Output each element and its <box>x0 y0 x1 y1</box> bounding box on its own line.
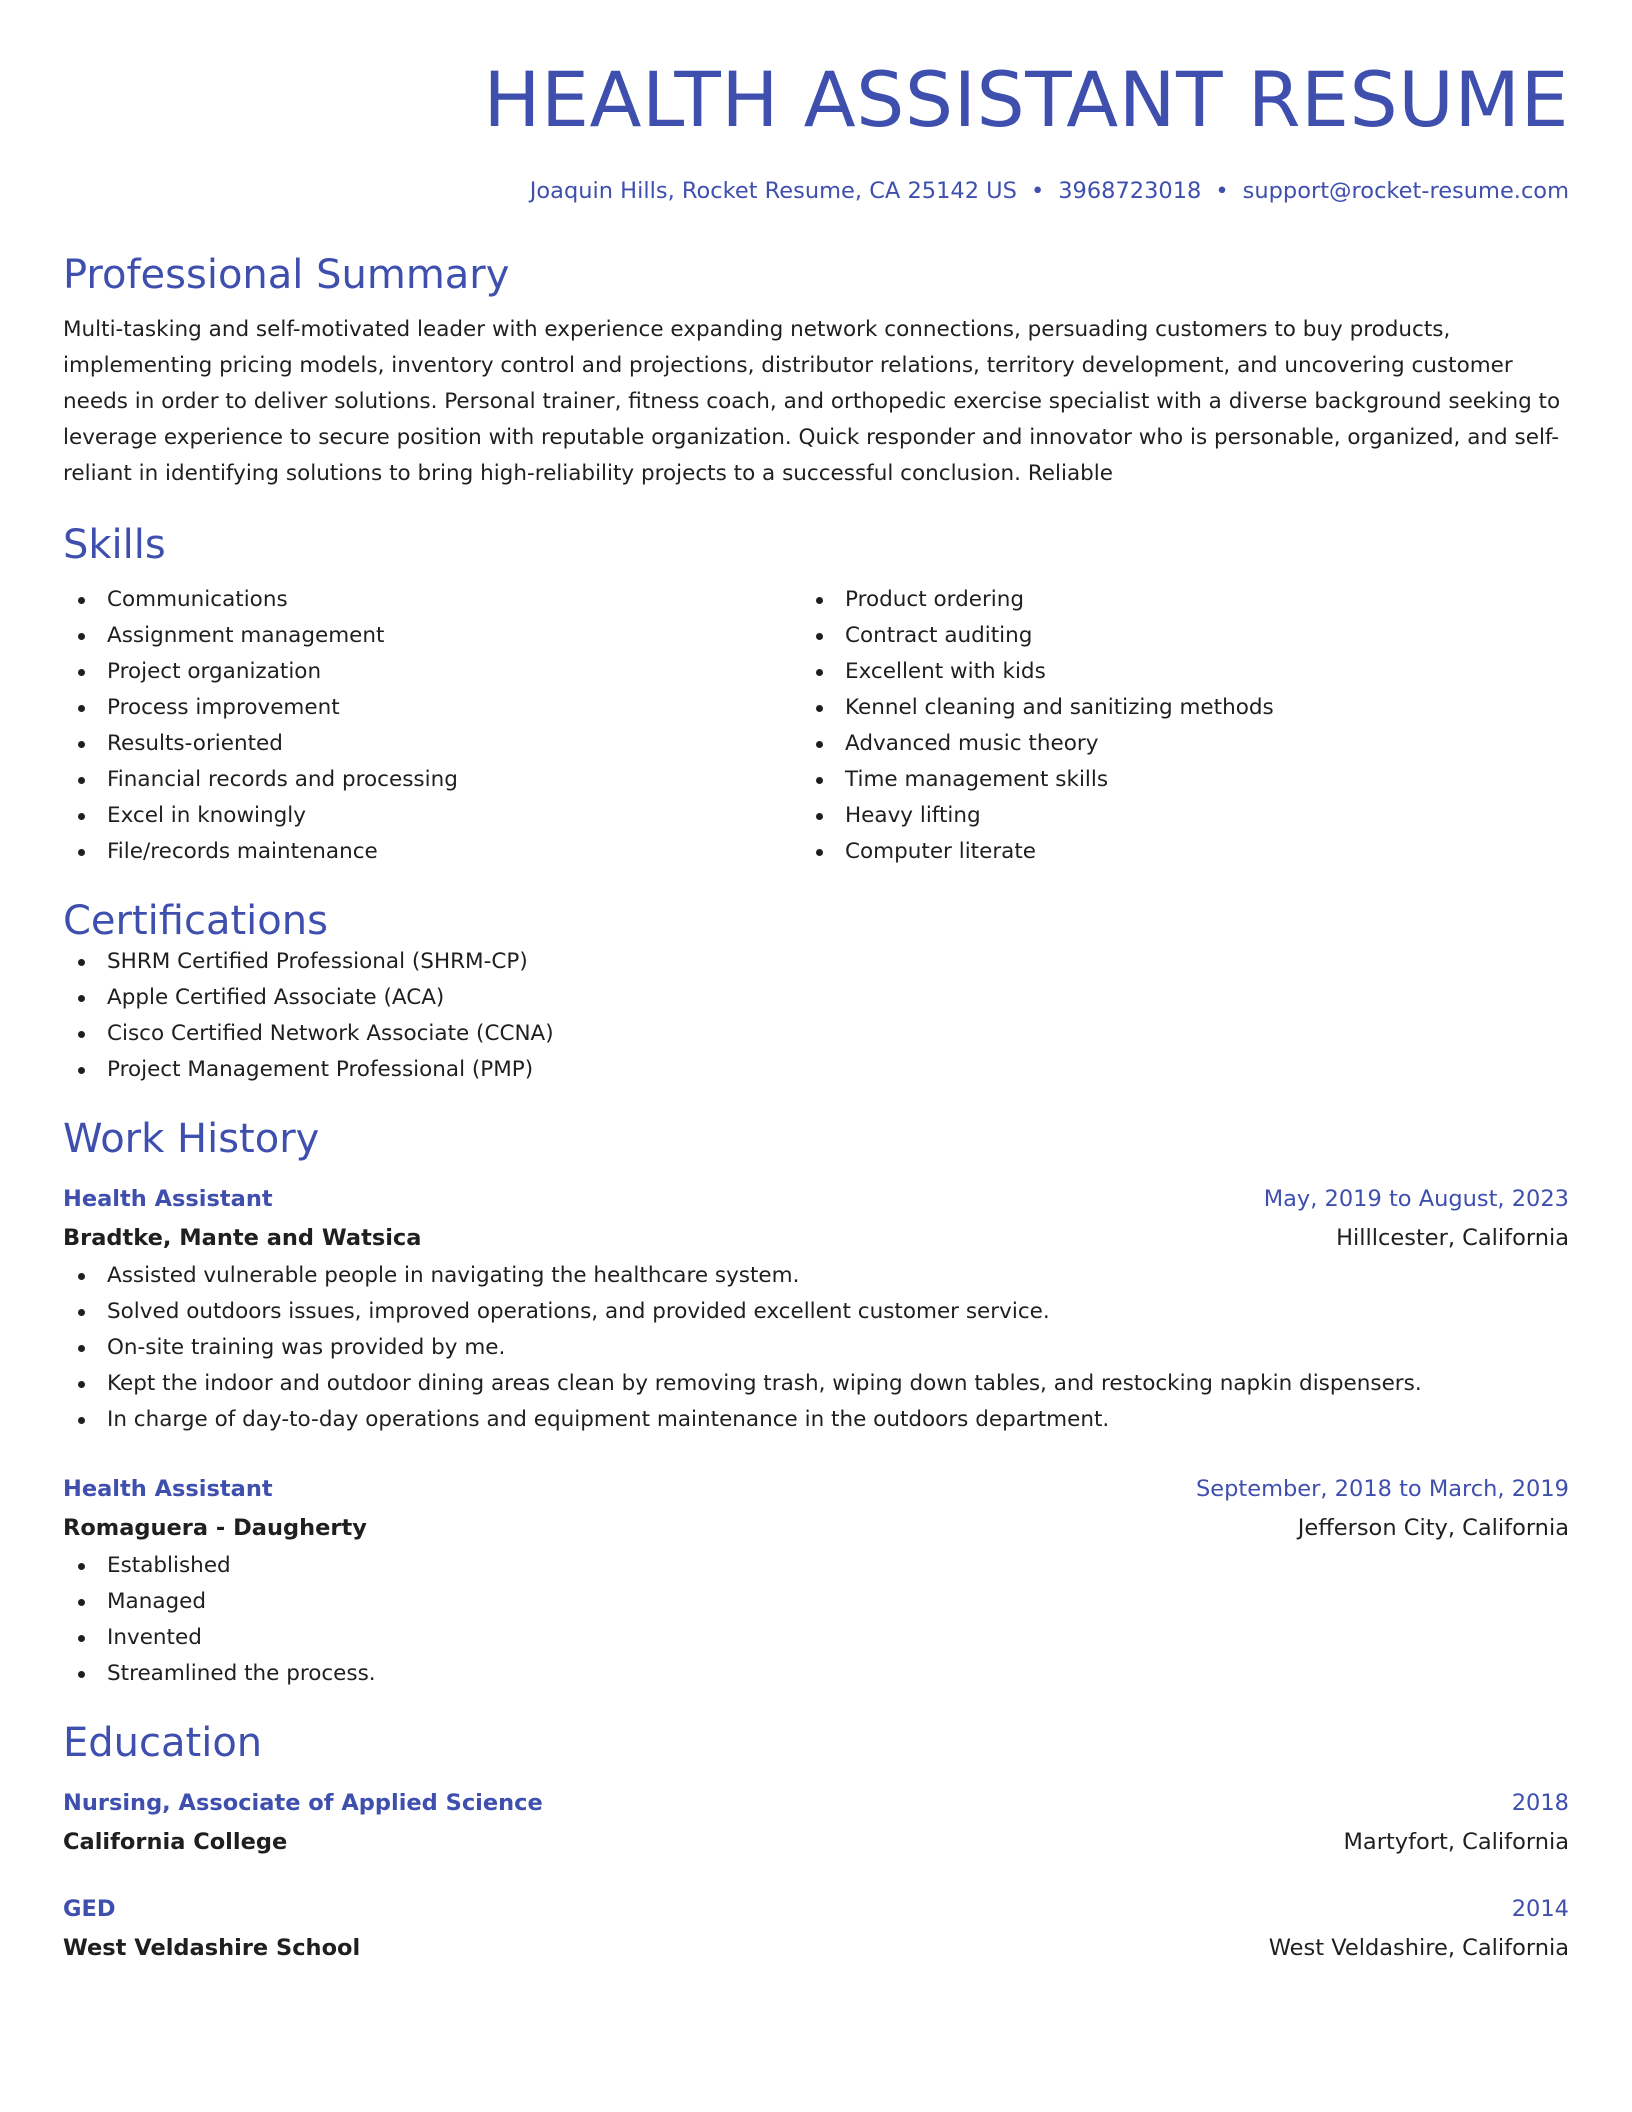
skill-item: Communications <box>63 582 801 618</box>
job-bullet: In charge of day-to-day operations and equipment maintenance in the outdoors department. <box>63 1402 1569 1438</box>
education-degree-row <box>63 1890 1569 1928</box>
job-company-row <box>63 1218 1569 1258</box>
education-entry <box>63 1890 1569 1968</box>
job-title: Health Assistant <box>63 1476 273 1502</box>
job-company: Romaguera - Daugherty <box>63 1515 367 1541</box>
skill-item: Kennel cleaning and sanitizing methods <box>801 690 1539 726</box>
skill-item: Process improvement <box>63 690 801 726</box>
job-entry <box>63 1180 1569 1438</box>
certification-item: Apple Certified Associate (ACA) <box>63 980 1569 1016</box>
skill-item: Heavy lifting <box>801 798 1539 834</box>
education-school-row <box>63 1928 1569 1968</box>
skill-item: Project organization <box>63 654 801 690</box>
job-bullet: Assisted vulnerable people in navigating the healthcare system. <box>63 1258 1569 1294</box>
education-entry <box>63 1784 1569 1862</box>
job-bullet: Established <box>63 1548 1569 1584</box>
education-degree: Nursing, Associate of Applied Science <box>63 1790 543 1816</box>
contact-separator: • <box>1030 178 1045 204</box>
job-bullet: Invented <box>63 1620 1569 1656</box>
certifications-list <box>63 944 1569 1088</box>
job-title: Health Assistant <box>63 1186 273 1212</box>
job-title-row <box>63 1180 1569 1218</box>
skills-list-left <box>63 582 801 870</box>
contact-line <box>63 176 1569 206</box>
skills-grid <box>63 582 1569 870</box>
contact-separator: • <box>1215 178 1229 204</box>
job-bullet: Kept the indoor and outdoor dining areas clean by removing trash, wiping down tables, and restocking napkin dispensers. <box>63 1366 1569 1402</box>
resume-title: HEALTH ASSISTANT RESUME <box>483 55 1569 144</box>
education-school: California College <box>63 1829 288 1855</box>
skills-column-left <box>63 582 801 870</box>
job-company: Bradtke, Mante and Watsica <box>63 1225 422 1251</box>
resume-header <box>63 55 1569 206</box>
skill-item: Assignment management <box>63 618 801 654</box>
job-title-row <box>63 1470 1569 1508</box>
skill-item: File/records maintenance <box>63 834 801 870</box>
education-school-row <box>63 1822 1569 1862</box>
certification-item: Project Management Professional (PMP) <box>63 1052 1569 1088</box>
job-dates: May, 2019 to August, 2023 <box>1263 1186 1569 1212</box>
skill-item: Computer literate <box>801 834 1539 870</box>
summary-heading: Professional Summary <box>63 252 510 298</box>
certification-item: Cisco Certified Network Associate (CCNA) <box>63 1016 1569 1052</box>
job-location: Jefferson City, California <box>1297 1515 1569 1541</box>
education-degree-row <box>63 1784 1569 1822</box>
job-bullet: Managed <box>63 1584 1569 1620</box>
job-entry <box>63 1470 1569 1692</box>
skill-item: Time management skills <box>801 762 1539 798</box>
contact-email: support@rocket-resume.com <box>1242 178 1569 204</box>
skills-heading: Skills <box>63 522 166 568</box>
skills-column-right <box>801 582 1539 870</box>
education-location: West Veldashire, California <box>1268 1935 1569 1961</box>
skill-item: Results-oriented <box>63 726 801 762</box>
skill-item: Financial records and processing <box>63 762 801 798</box>
education-year: 2014 <box>1511 1896 1569 1922</box>
work-history-heading: Work History <box>63 1116 320 1162</box>
job-location: Hilllcester, California <box>1336 1225 1569 1251</box>
skill-item: Excel in knowingly <box>63 798 801 834</box>
skill-item: Advanced music theory <box>801 726 1539 762</box>
job-bullet: Solved outdoors issues, improved operations, and provided excellent customer service. <box>63 1294 1569 1330</box>
certifications-heading: Certifications <box>63 898 328 944</box>
contact-phone: 3968723018 <box>1058 178 1202 204</box>
education-school: West Veldashire School <box>63 1935 361 1961</box>
job-dates: September, 2018 to March, 2019 <box>1196 1476 1569 1502</box>
skills-list-right <box>801 582 1539 870</box>
education-heading: Education <box>63 1720 263 1766</box>
education-location: Martyfort, California <box>1343 1829 1569 1855</box>
job-bullet-list <box>63 1548 1569 1692</box>
job-bullet: Streamlined the process. <box>63 1656 1569 1692</box>
skill-item: Contract auditing <box>801 618 1539 654</box>
certification-item: SHRM Certified Professional (SHRM-CP) <box>63 944 1569 980</box>
job-bullet: On-site training was provided by me. <box>63 1330 1569 1366</box>
education-year: 2018 <box>1511 1790 1569 1816</box>
job-company-row <box>63 1508 1569 1548</box>
education-degree: GED <box>63 1896 116 1922</box>
job-bullet-list <box>63 1258 1569 1438</box>
skill-item: Product ordering <box>801 582 1539 618</box>
contact-address: Joaquin Hills, Rocket Resume, CA 25142 US <box>529 178 1017 204</box>
summary-text: Multi-tasking and self-motivated leader with experience expanding network connections, persuading customers to buy products, implementing pricing models, inventory control and projections, distributor relations, territory development, and uncovering customer needs in order to deliver solutions. Personal trainer, fitness coach, and orthopedic exercise specialist with a diverse background seeking to leverage experience to secure position with reputable organization. Quick responder and innovator who is personable, organized, and self-reliant in identifying solutions to bring high-reliability projects to a successful conclusion. Reliable <box>63 317 1561 486</box>
skill-item: Excellent with kids <box>801 654 1539 690</box>
